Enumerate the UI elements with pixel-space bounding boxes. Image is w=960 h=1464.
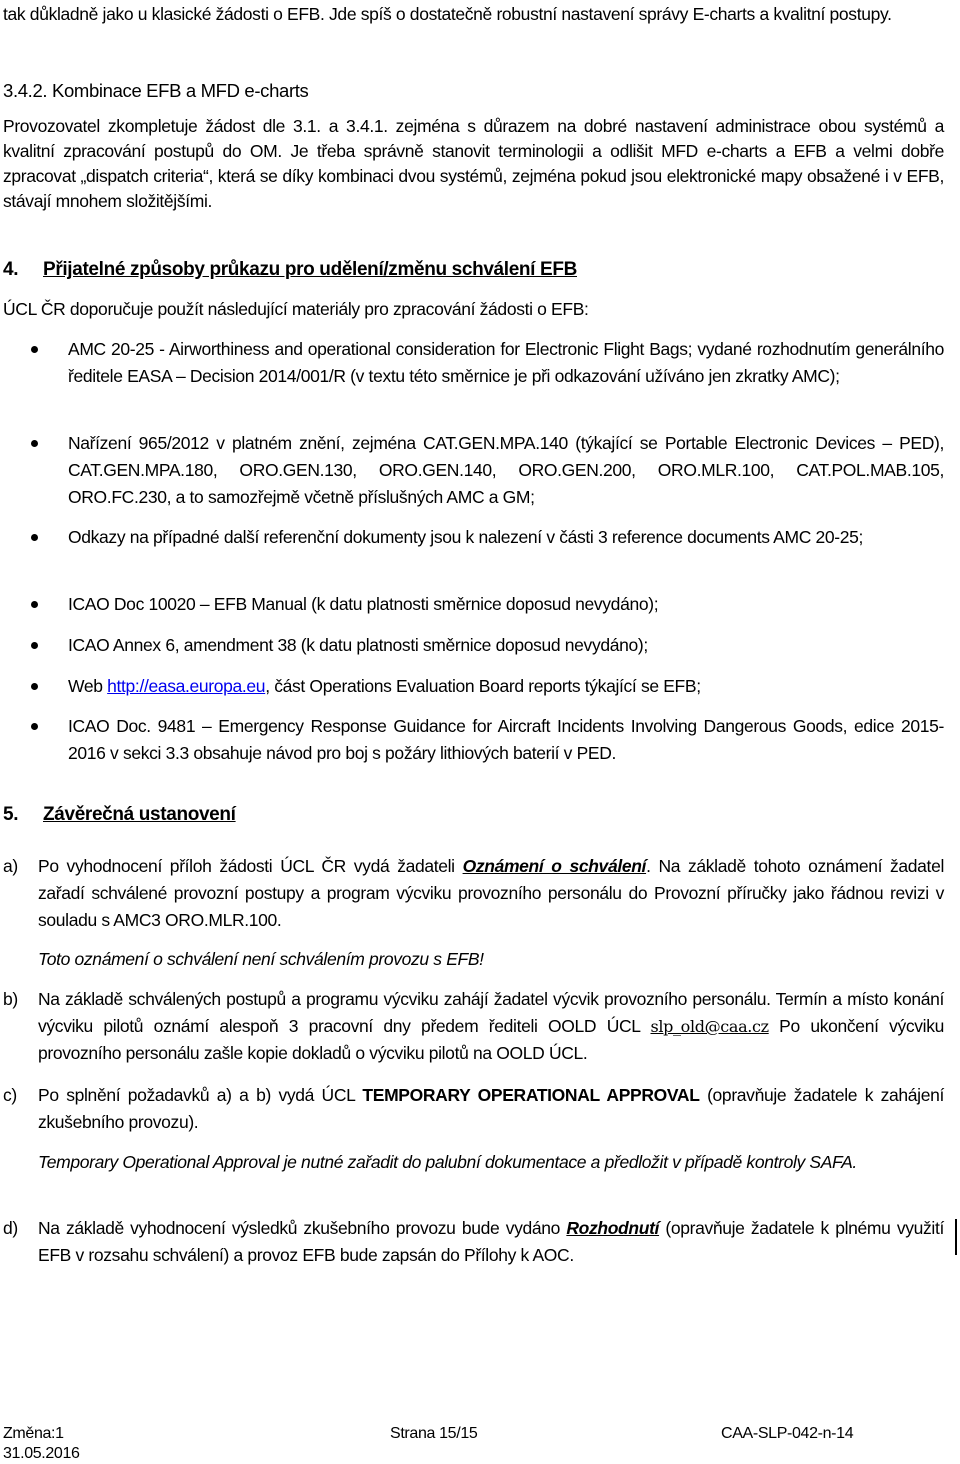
footer-date: 31.05.2016: [3, 1445, 80, 1462]
section-5-number: 5.: [3, 804, 19, 825]
clause-a: a) Po vyhodnocení příloh žádosti ÚCL ČR vydá žadateli Oznámení o schválení. Na základě tohoto oznámení žadatel zařadí schválené provozní postupy a program výcviku provozního personálu do Provozní příručky jako řádnou revizi v souladu s AMC3 ORO.MLR.100.: [3, 856, 944, 930]
list-item: ICAO Doc 10020 – EFB Manual (k datu platnosti směrnice doposud nevydáno);: [68, 594, 659, 614]
footer-change: Změna:1: [3, 1425, 64, 1442]
section-4-number: 4.: [3, 259, 19, 280]
clause-b: b) Na základě schválených postupů a programu výcviku zahájí žadatel výcvik provozního personálu. Termín a místo konání výcviku pilotů oznámí alespoň 3 pracovní dny předem řediteli OOLD ÚCL slp_old@caa.cz Po ukončení výcviku provozního personálu zašle kopie dokladů o výcviku pilotů na OOLD ÚCL.: [3, 989, 944, 1063]
section-342-text: Provozovatel zkompletuje žádost dle 3.1. a 3.4.1. zejména s důrazem na dobré nastavení administrace obou systémů a kvalitní zpracování postupů do OM. Je třeba správně stanovit terminologii a odlišit MFD e-charts a EFB a velmi dobře zpracovat „dispatch criteria“, která se díky kombinaci dvou systémů, zejména pokud jsou elektronické mapy obsažené i v EFB, stávají mnohem složitějšími.: [3, 116, 944, 211]
list-item: Odkazy na případné další referenční dokumenty jsou k nalezení v části 3 reference documents AMC 20-25;: [68, 527, 864, 547]
section-342-heading: 3.4.2. Kombinace EFB a MFD e-charts: [3, 80, 309, 101]
section-4-title: Přijatelné způsoby průkazu pro udělení/změnu schválení EFB: [43, 259, 577, 280]
decision-term: Rozhodnutí: [566, 1218, 660, 1238]
footer-page-number: Strana 15/15: [390, 1425, 478, 1442]
email-link[interactable]: slp_old@caa.cz: [650, 1017, 769, 1036]
list-item: AMC 20-25 - Airworthiness and operational consideration for Electronic Flight Bags; vydané rozhodnutím generálního ředitele EASA – Decision 2014/001/R (v textu této směrnice je při odkazování užíváno jen zkratky AMC);: [68, 339, 944, 386]
section-5-title: Závěrečná ustanovení: [43, 804, 236, 825]
list-item: Nařízení 965/2012 v platném znění, zejména CAT.GEN.MPA.140 (týkající se Portable Electronic Devices – PED), CAT.GEN.MPA.180, ORO.GEN.130, ORO.GEN.140, ORO.GEN.200, ORO.MLR.100, CAT.POL.MAB.105, ORO.FC.230, a to samozřejmě včetně příslušných AMC a GM;: [68, 433, 944, 507]
section-5-heading: [3, 802, 236, 828]
easa-link[interactable]: http://easa.europa.eu: [107, 676, 266, 696]
approval-notice-term: Oznámení o schválení: [462, 856, 647, 876]
clause-a-note: Toto oznámení o schválení není schválením provozu s EFB!: [38, 949, 484, 969]
clause-c: c) Po splnění požadavků a) a b) vydá ÚCL TEMPORARY OPERATIONAL APPROVAL (opravňuje žadatele k zahájení zkušebního provozu).: [3, 1085, 944, 1132]
list-item: ICAO Annex 6, amendment 38 (k datu platnosti směrnice doposud nevydáno);: [68, 635, 648, 655]
clause-c-note: Temporary Operational Approval je nutné zařadit do palubní dokumentace a předložit v případě kontroly SAFA.: [38, 1152, 857, 1172]
change-bar: [955, 1219, 957, 1255]
page-footer: [3, 1424, 900, 1464]
clause-d: d) Na základě vyhodnocení výsledků zkušebního provozu bude vydáno Rozhodnutí (opravňuje žadatele k plnému využití EFB v rozsahu schválení) a provoz EFB bude zapsán do Přílohy k AOC.: [3, 1218, 944, 1265]
section-4-intro: ÚCL ČR doporučuje použít následující materiály pro zpracování žádosti o EFB:: [3, 299, 589, 319]
section-4-heading: [3, 257, 577, 283]
intro-paragraph: tak důkladně jako u klasické žádosti o EFB. Jde spíš o dostatečně robustní nastavení správy E-charts a kvalitní postupy.: [3, 4, 892, 24]
list-item: Web http://easa.europa.eu, část Operations Evaluation Board reports týkající se EFB;: [68, 676, 701, 696]
footer-document-code: CAA-SLP-042-n-14: [721, 1425, 854, 1442]
temporary-approval-term: TEMPORARY OPERATIONAL APPROVAL: [362, 1085, 700, 1105]
list-item: ICAO Doc. 9481 – Emergency Response Guidance for Aircraft Incidents Involving Dangerous Goods, edice 2015-2016 v sekci 3.3 obsahuje návod pro boj s požáry lithiových baterií v PED.: [68, 716, 944, 763]
